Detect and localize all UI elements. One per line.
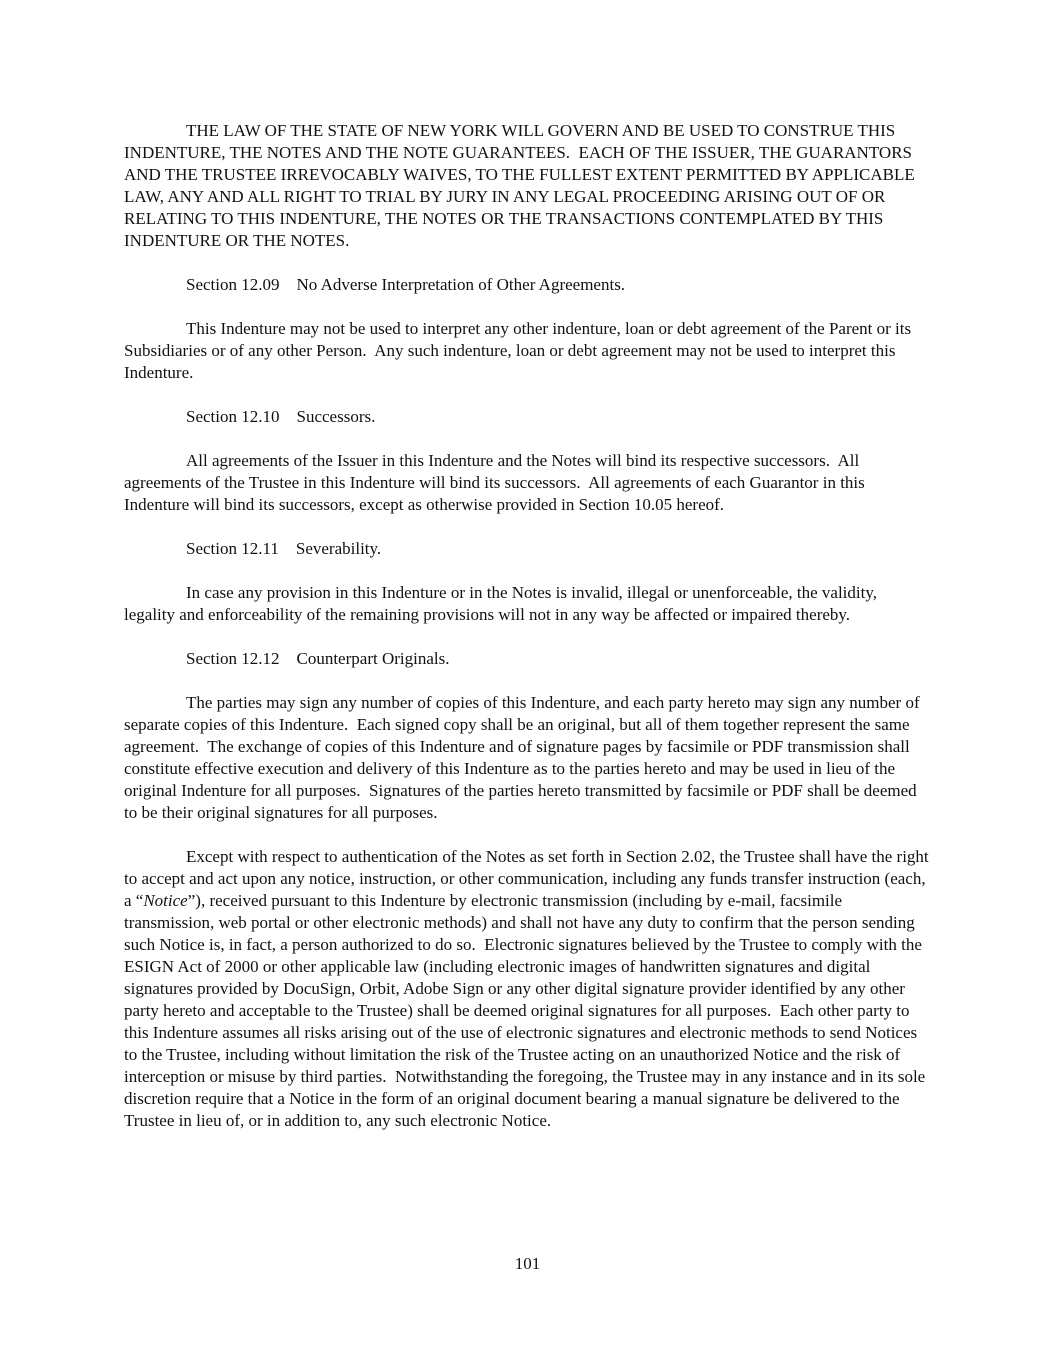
section-number: Section 12.10 — [186, 407, 280, 426]
section-title: No Adverse Interpretation of Other Agreements. — [296, 275, 626, 294]
paragraph-section-12-09-body: This Indenture may not be used to interpret any other indenture, loan or debt agreement of the Parent or its Subsidiaries or of any other Person. Any such indenture, loan or debt agreement may not be used to interpret this Indenture. — [124, 319, 916, 382]
electronic-notice-post: ”), received pursuant to this Indenture by electronic transmission (including by e-mail, facsimile transmission, web portal or other electronic methods) and shall not have any duty to confirm that the person sending such Notice is, in fact, a person authorized to do so. Electronic signatures believed by the Trustee to comply with the ESIGN Act of 2000 or other applicable law (including electronic images of handwritten signatures and digital signatures provided by DocuSign, Orbit, Adobe Sign or any other digital signature provider identified by any other party hereto and acceptable to the Trustee) shall be deemed original signatures for all purposes. Each other party to this Indenture assumes all risks arising out of the use of electronic signatures and electronic methods to send Notices to the Trustee, including without limitation the risk of the Trustee acting on an unauthorized Notice and the risk of interception or misuse by third parties. Notwithstanding the foregoing, the Trustee may in any instance and in its sole discretion require that a Notice in the form of an original document bearing a manual signature be delivered to the Trustee in lieu of, or in addition to, any such electronic Notice. — [124, 891, 930, 1130]
defined-term-notice: Notice — [143, 891, 188, 910]
section-heading-12-11 — [186, 538, 931, 560]
section-number: Section 12.09 — [186, 275, 280, 294]
section-heading-12-10 — [186, 406, 931, 428]
section-number: Section 12.12 — [186, 649, 280, 668]
section-title: Counterpart Originals. — [296, 649, 450, 668]
section-heading-12-12 — [186, 648, 931, 670]
paragraph-section-12-12-body: The parties may sign any number of copies of this Indenture, and each party hereto may sign any number of separate copies of this Indenture. Each signed copy shall be an original, but all of them together represent the same agreement. The exchange of copies of this Indenture and of signature pages by facsimile or PDF transmission shall constitute effective execution and delivery of this Indenture as to the parties hereto and may be used in lieu of the original Indenture for all purposes. Signatures of the parties hereto transmitted by facsimile or PDF shall be deemed to be their original signatures for all purposes. — [124, 693, 924, 822]
paragraph-governing-law: THE LAW OF THE STATE OF NEW YORK WILL GOVERN AND BE USED TO CONSTRUE THIS INDENTURE, THE NOTES AND THE NOTE GUARANTEES. EACH OF THE ISSUER, THE GUARANTORS AND THE TRUSTEE IRREVOCABLY WAIVES, TO THE FULLEST EXTENT PERMITTED BY APPLICABLE LAW, ANY AND ALL RIGHT TO TRIAL BY JURY IN ANY LEGAL PROCEEDING ARISING OUT OF OR RELATING TO THIS INDENTURE, THE NOTES OR THE TRANSACTIONS CONTEMPLATED BY THIS INDENTURE OR THE NOTES. — [124, 121, 919, 250]
electronic-notice-pre: Except with respect to authentication of the Notes as set forth in Section 2.02, the Trustee shall have the right to accept and act upon any notice, instruction, or other communication, including any funds transfer instruction (each, a “ — [124, 847, 933, 910]
paragraph-section-12-11-body: In case any provision in this Indenture or in the Notes is invalid, illegal or unenforceable, the validity, legality and enforceability of the remaining provisions will not in any way be affected or impaired thereby. — [124, 583, 882, 624]
section-number: Section 12.11 — [186, 539, 279, 558]
section-title: Severability. — [295, 539, 382, 558]
paragraph-electronic-notice — [124, 846, 931, 1132]
paragraph-section-12-10-body: All agreements of the Issuer in this Indenture and the Notes will bind its respective successors. All agreements of the Trustee in this Indenture will bind its successors. All agreements of each Guarantor in this Indenture will bind its successors, except as otherwise provided in Section 10.05 hereof. — [124, 451, 870, 514]
section-heading-12-09 — [186, 274, 931, 296]
page-number: 101 — [514, 1254, 541, 1273]
section-title: Successors. — [296, 407, 376, 426]
